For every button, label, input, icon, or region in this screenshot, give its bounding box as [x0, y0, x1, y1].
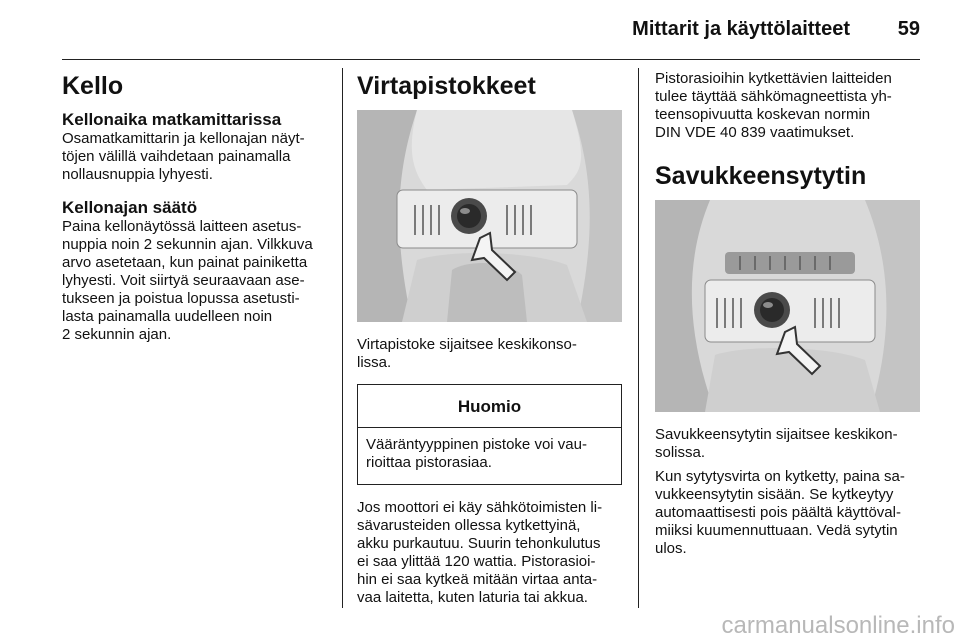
notice-text-line: rioittaa pistorasiaa. [366, 454, 492, 471]
page-number: 59 [897, 18, 920, 40]
text-line: miiksi kuumennuttuaan. Vedä sytytin [655, 522, 898, 539]
page-header-title: Mittarit ja käyttölaitteet [632, 18, 850, 40]
figure-caption-line: lissa. [357, 354, 392, 371]
text-line: Paina kellonäytössä laitteen asetus- [62, 218, 302, 235]
text-line: vaa laitetta, kuten laturia tai akkua. [357, 589, 588, 606]
notice-text-line: Vääräntyyppinen pistoke voi vau- [366, 436, 587, 453]
watermark: carmanualsonline.info [721, 612, 955, 639]
text-line: tukseen ja poistua lopussa asetusti- [62, 290, 300, 307]
text-line: automaattisesti pois päältä käyttöval- [655, 504, 901, 521]
text-line: tulee täyttää sähkömagneettista yh- [655, 88, 892, 105]
text-line: nuppia noin 2 sekunnin ajan. Vilkkuva [62, 236, 313, 253]
text-line: Pistorasioihin kytkettävien laitteiden [655, 70, 892, 87]
column-clock [62, 70, 332, 344]
figure-caption-line: Virtapistoke sijaitsee keskikonso- [357, 336, 577, 353]
section-heading-cigarette-lighter: Savukkeensytytin [655, 162, 867, 190]
text-line: lyhyesti. Voit siirtyä seuraavaan ase- [62, 272, 305, 289]
header-rule [62, 59, 920, 60]
subheading-time-in-odometer: Kellonaika matkamittarissa [62, 110, 282, 129]
cigarette-lighter-illustration [655, 200, 920, 412]
text-line: 2 sekunnin ajan. [62, 326, 172, 343]
column-cigarette-lighter [655, 70, 925, 558]
text-line: arvo asetetaan, kun painat painiketta [62, 254, 308, 271]
text-line: Osamatkamittarin ja kellonajan näyt- [62, 130, 305, 147]
text-line: Jos moottori ei käy sähkötoimisten li- [357, 499, 603, 516]
power-outlet-illustration [357, 110, 622, 322]
text-line: sävarusteiden ollessa kytkettyinä, [357, 517, 581, 534]
text-line: töjen välillä vaihdetaan painamalla [62, 148, 291, 165]
text-line: akku purkautuu. Suurin tehonkulutus [357, 535, 601, 552]
section-heading-clock: Kello [62, 72, 124, 100]
subheading-clock-setting: Kellonajan säätö [62, 198, 198, 217]
notice-title: Huomio [358, 385, 621, 428]
column-divider-2 [638, 68, 639, 608]
text-line: nollausnuppia lyhyesti. [62, 166, 213, 183]
text-line: ulos. [655, 540, 687, 557]
text-line: vukkeensytytin sisään. Se kytkeytyy [655, 486, 894, 503]
figure-caption-line: Savukkeensytytin sijaitsee keskikon- [655, 426, 898, 443]
text-line: ei saa ylittää 120 wattia. Pistorasioi- [357, 553, 596, 570]
column-divider-1 [342, 68, 343, 608]
text-line: teensopivuutta koskevan normin [655, 106, 871, 123]
figure-caption-line: solissa. [655, 444, 706, 461]
column-power-outlets [357, 70, 622, 607]
notice-box [357, 384, 622, 485]
section-heading-power-outlets: Virtapistokkeet [357, 72, 536, 100]
text-line: lasta painamalla uudelleen noin [62, 308, 273, 325]
text-line: DIN VDE 40 839 vaatimukset. [655, 124, 855, 141]
text-line: Kun sytytysvirta on kytketty, paina sa- [655, 468, 905, 485]
text-line: hin ei saa kytkeä mitään virtaa anta- [357, 571, 598, 588]
